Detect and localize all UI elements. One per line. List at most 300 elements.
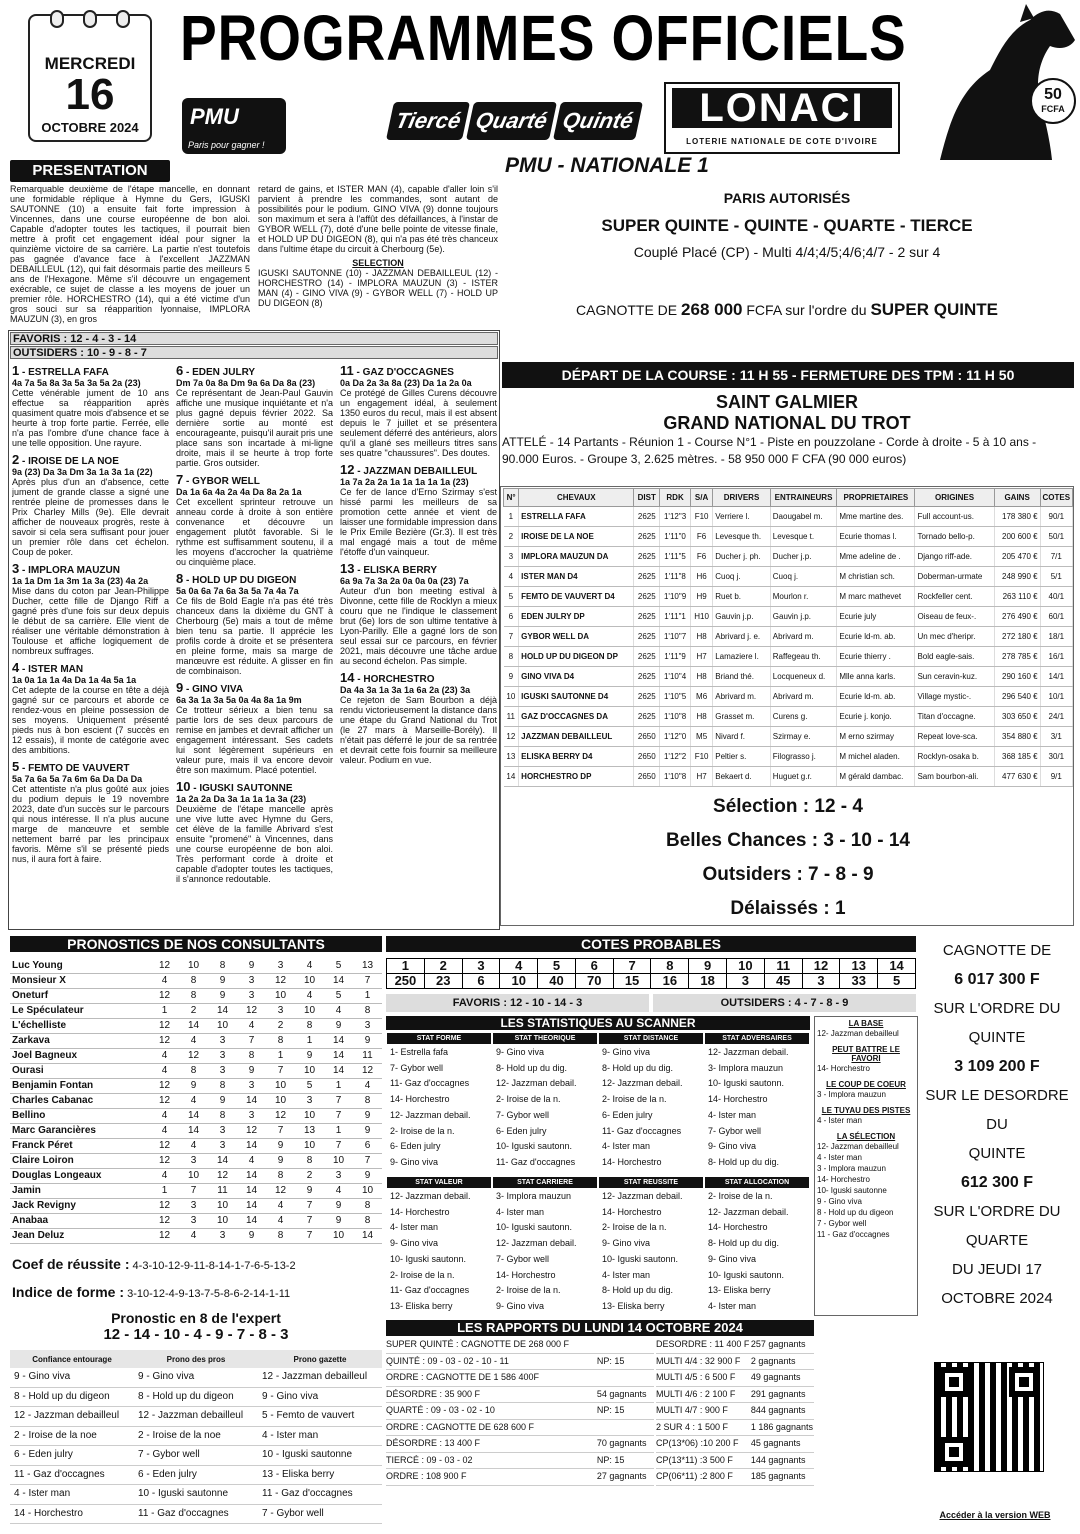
runner-cell: ELISKA BERRY D4 bbox=[519, 747, 634, 767]
qr-code-icon[interactable] bbox=[934, 1362, 1044, 1472]
stats-header: STAT REUSSITE bbox=[598, 1176, 704, 1189]
prono-row bbox=[10, 1123, 382, 1138]
prono-pick: 7 bbox=[179, 1183, 208, 1198]
entry-perf: 0a Da 2a 3a 8a (23) Da 1a 2a 0a bbox=[340, 378, 472, 388]
prono-pick: 3 bbox=[179, 1153, 208, 1168]
prono-pick: 8 bbox=[266, 1228, 295, 1243]
prono-pick: 12 bbox=[208, 1168, 237, 1183]
stats-item: 3- Implora mauzun bbox=[708, 1062, 784, 1073]
entry-name bbox=[340, 561, 497, 576]
stats-item: 11- Gaz d'occagnes bbox=[496, 1156, 576, 1167]
prono-pick: 2 bbox=[295, 1168, 324, 1183]
runner-cell: 354 880 € bbox=[994, 727, 1040, 747]
prono-pick: 3 bbox=[237, 973, 266, 988]
rapport-value: 70 gagnants bbox=[597, 1436, 654, 1453]
rapport-label: SUPER QUINTÉ : CAGNOTTE DE 268 000 F bbox=[386, 1337, 597, 1353]
entry-text: Cette vénérable jument de 10 ans effectue sa réapparition après quasiment quatre mois d'absence et se heurte à trop forte partie. Ferrée, elle n'a pas l'ombre d'une chance face à une telle opposition. Une rayure. bbox=[12, 388, 169, 448]
prono-pick: 8 bbox=[208, 1108, 237, 1123]
runner-cell: F10 bbox=[690, 747, 712, 767]
runner-cell: Abrivard m. bbox=[770, 687, 837, 707]
expert-picks: 12 - 14 - 10 - 4 - 9 - 7 - 8 - 3 bbox=[103, 1326, 289, 1343]
stats-item: 2- Iroise de la n. bbox=[708, 1191, 773, 1201]
prono-pick: 2 bbox=[179, 1003, 208, 1018]
cagnotte-right-line: OCTOBRE 2024 bbox=[941, 1290, 1053, 1307]
expert-header: Prono des pros bbox=[134, 1350, 258, 1368]
stats-item: 9- Gino viva bbox=[496, 1047, 545, 1057]
prono-pick: 12 bbox=[150, 1078, 179, 1093]
side-selection-title: LA SÉLECTION bbox=[836, 1132, 896, 1141]
prono-pick: 9 bbox=[353, 1033, 382, 1048]
prono-pick: 4 bbox=[295, 958, 324, 973]
stats-row bbox=[386, 1236, 810, 1252]
prono-pick: 11 bbox=[208, 1183, 237, 1198]
runner-cell: Daougabel m. bbox=[770, 507, 837, 527]
stats-item: 12- Jazzman debail. bbox=[390, 1191, 471, 1201]
cote-value: 40 bbox=[538, 974, 576, 989]
runner-cell: FEMTO DE VAUVERT D4 bbox=[519, 587, 634, 607]
horse-entry bbox=[12, 363, 169, 448]
prono-pick: 8 bbox=[353, 1198, 382, 1213]
prono-row bbox=[10, 1168, 382, 1183]
prono-pick: 10 bbox=[266, 1093, 295, 1108]
cagnotte-right-line: QUINTE bbox=[968, 1029, 1026, 1046]
prono-row bbox=[10, 1198, 382, 1213]
runner-cell: 9/1 bbox=[1040, 767, 1072, 787]
runner-cell: Titan d'occagne. bbox=[915, 707, 994, 727]
runners-header-cell: ORIGINES bbox=[915, 489, 994, 507]
runner-cell: H8 bbox=[690, 707, 712, 727]
rapport-label: ORDRE : CAGNOTTE DE 1 586 400F bbox=[386, 1370, 597, 1387]
prono-pick: 4 bbox=[150, 1063, 179, 1078]
cagnotte-right-line: 6 017 300 F bbox=[954, 971, 1040, 988]
prono-pick: 9 bbox=[208, 988, 237, 1003]
cote-value: 250 bbox=[387, 974, 425, 989]
stats-item: 12- Jazzman debail. bbox=[496, 1238, 577, 1249]
runner-cell: Mlle anna karls. bbox=[837, 667, 915, 687]
selection-block bbox=[502, 790, 1074, 926]
runner-cell: 2625 bbox=[634, 707, 660, 727]
stats-item: 6- Eden julry bbox=[602, 1109, 653, 1120]
runner-cell: 18/1 bbox=[1040, 627, 1072, 647]
runner-cell: Gauvin j.p. bbox=[770, 607, 837, 627]
rapport-label: 2 SUR 4 : 1 500 F bbox=[656, 1419, 751, 1436]
entry-text: Cet excellent sprinteur retrouve un anneau corde à droite à son entière convenance et découvre un engagement plutôt favorable. Si le rythme est suffisamment soutenu, il a les moyens d'accrocher la quatrième ou cinquième place. bbox=[176, 497, 333, 567]
entry-perf: 5a 7a 6a 5a 7a 6m 6a Da Da Da bbox=[12, 774, 143, 784]
prono-pick: 8 bbox=[208, 958, 237, 973]
stats-item: 7- Gybor well bbox=[708, 1125, 762, 1136]
stats-row bbox=[386, 1299, 810, 1315]
coef-label: Coef de réussite : bbox=[12, 1256, 130, 1272]
runner-cell: Mourlon r. bbox=[770, 587, 837, 607]
favoris-bar: FAVORIS : 12 - 4 - 3 - 14 bbox=[10, 332, 498, 345]
coef-reussite bbox=[12, 1256, 382, 1272]
entry-name bbox=[176, 472, 333, 487]
price-value: 50 bbox=[1044, 86, 1062, 103]
horse-entry bbox=[176, 571, 333, 676]
consultant-name: Douglas Longeaux bbox=[10, 1168, 150, 1183]
runner-cell: 2 bbox=[504, 527, 519, 547]
stats-header: STAT THEORIQUE bbox=[492, 1032, 598, 1045]
prono-pick: 9 bbox=[353, 1123, 382, 1138]
rapport-row bbox=[386, 1403, 654, 1420]
prono-pick: 3 bbox=[237, 988, 266, 1003]
runner-cell: 1'10"5 bbox=[660, 687, 691, 707]
prono-pick: 10 bbox=[295, 1108, 324, 1123]
runner-cell: 2625 bbox=[634, 607, 660, 627]
stats-item: 14- Horchestro bbox=[496, 1269, 556, 1280]
prono-pick: 9 bbox=[266, 1153, 295, 1168]
runner-cell: Ecurie ld-m. ab. bbox=[837, 627, 915, 647]
rapport-label: DÉSORDRE : 13 400 F bbox=[386, 1436, 597, 1453]
prono-pick: 7 bbox=[324, 1093, 353, 1108]
prono-pick: 10 bbox=[208, 1213, 237, 1228]
day-name: MERCREDI bbox=[44, 54, 136, 73]
expert-pick: 5 - Femto de vauvert bbox=[258, 1407, 382, 1427]
rapport-label: CP(13*06) :10 200 F bbox=[656, 1436, 751, 1453]
runner-cell: 10/1 bbox=[1040, 687, 1072, 707]
expert-header: Confiance entourage bbox=[10, 1350, 134, 1368]
stats-title: LES STATISTIQUES AU SCANNER bbox=[386, 1016, 810, 1030]
consultant-name: Charles Cabanac bbox=[10, 1093, 150, 1108]
prono-pick: 10 bbox=[266, 988, 295, 1003]
runners-header-cell: CHEVAUX bbox=[519, 489, 634, 507]
prono-pick: 4 bbox=[237, 1153, 266, 1168]
runner-cell: F6 bbox=[690, 547, 712, 567]
cagnotte-right-line: QUINTE bbox=[968, 1145, 1026, 1162]
prono-pick: 8 bbox=[179, 973, 208, 988]
runner-cell: Gauvin j.p. bbox=[713, 607, 771, 627]
stats-item: 4- Ister man bbox=[496, 1206, 545, 1217]
cote-value: 16 bbox=[651, 974, 689, 989]
cote-value: 15 bbox=[613, 974, 651, 989]
prono-pick: 4 bbox=[179, 1138, 208, 1153]
course-name-1: SAINT GALMIER bbox=[716, 392, 858, 412]
cote-value: 18 bbox=[689, 974, 727, 989]
horse-entry bbox=[340, 561, 497, 666]
runner-cell: Verriere l. bbox=[713, 507, 771, 527]
runner-cell: 8 bbox=[504, 647, 519, 667]
entry-name bbox=[12, 759, 169, 774]
prono-pick: 14 bbox=[324, 1063, 353, 1078]
entry-horse: - IGUSKI SAUTONNE bbox=[190, 783, 293, 794]
stats-item: 1- Estrella fafa bbox=[390, 1047, 449, 1057]
lonaci-subtitle: LOTERIE NATIONALE DE COTE D'IVOIRE bbox=[686, 137, 878, 146]
prono-pick: 3 bbox=[179, 1198, 208, 1213]
rapport-label: MULTI 4/6 : 2 100 F bbox=[656, 1386, 751, 1403]
prono-pick: 12 bbox=[150, 1093, 179, 1108]
race-category: PMU - NATIONALE 1 bbox=[505, 154, 709, 177]
expert-pick: 8 - Hold up du digeon bbox=[10, 1387, 134, 1407]
runner-cell: Curens g. bbox=[770, 707, 837, 727]
cote-number: 8 bbox=[651, 959, 689, 974]
prono-pick: 9 bbox=[237, 958, 266, 973]
stats-item: 7- Gybor well bbox=[496, 1109, 550, 1120]
prono-pick: 10 bbox=[324, 1153, 353, 1168]
rapport-row bbox=[656, 1436, 814, 1453]
rapport-label: ORDRE : CAGNOTTE DE 628 600 F bbox=[386, 1419, 597, 1436]
rapport-label: ORDRE : 108 900 F bbox=[386, 1469, 597, 1486]
rapport-row bbox=[386, 1452, 654, 1469]
entry-horse: - ISTER MAN bbox=[19, 664, 84, 675]
rapport-row bbox=[656, 1403, 814, 1420]
tierce-label: Tiercé bbox=[386, 102, 470, 140]
cote-number: 4 bbox=[500, 959, 538, 974]
entry-perf: Da 1a 6a 4a 2a 4a Da 8a 2a 1a bbox=[176, 487, 302, 497]
prono-row bbox=[10, 1003, 382, 1018]
stats-item: 14- Horchestro bbox=[602, 1206, 662, 1217]
runner-cell: 1'11"9 bbox=[660, 647, 691, 667]
runner-cell: 3 bbox=[504, 547, 519, 567]
prono-pick: 1 bbox=[150, 1003, 179, 1018]
consultant-name: Claire Loiron bbox=[10, 1153, 150, 1168]
runners-header-cell: ENTRAINEURS bbox=[770, 489, 837, 507]
stats-item: 2- Iroise de la n. bbox=[390, 1269, 455, 1280]
expert-pick: 7 - Gybor well bbox=[258, 1504, 382, 1524]
runner-cell: H8 bbox=[690, 627, 712, 647]
runner-cell: 2625 bbox=[634, 627, 660, 647]
prono-pick: 8 bbox=[353, 1093, 382, 1108]
runner-cell: Peltier s. bbox=[713, 747, 771, 767]
rapport-row bbox=[386, 1419, 654, 1436]
rapport-row bbox=[386, 1353, 654, 1370]
prono-pick: 8 bbox=[353, 1213, 382, 1228]
rapport-row bbox=[656, 1370, 814, 1387]
prono-pick: 9 bbox=[179, 1078, 208, 1093]
stats-item: 8- Hold up du dig. bbox=[708, 1238, 780, 1249]
prono-pick: 10 bbox=[266, 1078, 295, 1093]
runner-cell: 16/1 bbox=[1040, 647, 1072, 667]
entry-number: 13 bbox=[340, 561, 355, 576]
runner-cell: 303 650 € bbox=[994, 707, 1040, 727]
stats-row bbox=[386, 1189, 810, 1205]
runner-cell: 14/1 bbox=[1040, 667, 1072, 687]
stats-header-row bbox=[386, 1176, 810, 1189]
runner-cell: 1'10"4 bbox=[660, 667, 691, 687]
cote-value: 70 bbox=[575, 974, 613, 989]
prono-pick: 8 bbox=[208, 1078, 237, 1093]
prono-pick: 8 bbox=[237, 1048, 266, 1063]
stats-row bbox=[386, 1092, 810, 1108]
consultant-name: L'échelliste bbox=[10, 1018, 150, 1033]
cagnotte-right-line: SUR L'ORDRE DU bbox=[933, 1203, 1061, 1220]
prono-pick: 9 bbox=[208, 1093, 237, 1108]
prono-pick: 14 bbox=[179, 1018, 208, 1033]
rapport-label: CP(06*11) :2 800 F bbox=[656, 1469, 751, 1486]
prono-pick: 14 bbox=[237, 1168, 266, 1183]
stats-item: 10- Iguski sautonn. bbox=[602, 1253, 679, 1264]
prono-row bbox=[10, 1033, 382, 1048]
expert-pick: 4 - Ister man bbox=[258, 1426, 382, 1446]
prono-pick: 8 bbox=[295, 1018, 324, 1033]
prono-pick: 14 bbox=[237, 1213, 266, 1228]
stats-header: STAT ADVERSAIRES bbox=[704, 1032, 810, 1045]
pronostics-title: PRONOSTICS DE NOS CONSULTANTS bbox=[10, 936, 382, 952]
stats-item: 12- Jazzman debail. bbox=[390, 1109, 471, 1120]
stats-item: 11- Gaz d'occagnes bbox=[602, 1125, 682, 1136]
runner-cell: Cuoq j. bbox=[770, 567, 837, 587]
prono-pick: 12 bbox=[150, 1153, 179, 1168]
rapport-value: 54 gagnants bbox=[597, 1386, 654, 1403]
entry-text: Cet adepte de la course en tête a déjà gagné sur ce parcours et aborde ce rendez-vous en pleine possession de ses moyens. Uniquement présenté pieds nus à bon escient (7 succès en 12 essais), il monte de catégorie avec des ambitions. bbox=[12, 685, 169, 755]
runner-cell: 2625 bbox=[634, 587, 660, 607]
pmu-slogan: Paris pour gagner ! bbox=[188, 140, 265, 150]
cote-value: 5 bbox=[878, 974, 916, 989]
side-selection-item: 3 - Implora mauzun bbox=[817, 1164, 886, 1173]
stats-item: 12- Jazzman debail. bbox=[496, 1078, 577, 1089]
expert-block bbox=[10, 1310, 382, 1343]
runner-cell: IGUSKI SAUTONNE D4 bbox=[519, 687, 634, 707]
stats-row bbox=[386, 1252, 810, 1268]
runner-cell: 178 380 € bbox=[994, 507, 1040, 527]
entry-text: Après plus d'un an d'absence, cette jument de grande classe a signé une rentrée pleine de promesses dans le Prix Charley Mills (9e). Elle devrait afficher de nouveaux progrès, reste à savoir si cela sera suffisant pour jouer un premier rôle dans cet échelon. Coup de poker. bbox=[12, 477, 169, 557]
runner-cell: Briand thé. bbox=[713, 667, 771, 687]
runner-cell: Cuoq j. bbox=[713, 567, 771, 587]
prono-pick: 9 bbox=[237, 1063, 266, 1078]
rapport-value: 1 186 gagnants bbox=[751, 1419, 814, 1436]
prono-pick: 12 bbox=[353, 1063, 382, 1078]
entry-horse: - GYBOR WELL bbox=[183, 476, 260, 487]
prono-pick: 3 bbox=[353, 1018, 382, 1033]
prono-pick: 3 bbox=[266, 958, 295, 973]
stats-item: 7- Gybor well bbox=[496, 1253, 550, 1264]
entry-text: Ce trotteur sérieux a bien tenu sa partie lors de ses deux parcours de remise en jambes et devrait afficher un engagement intéressant. Ses cadets lui sont légèrement supérieurs en valeur pure, mais il va encore devoir être son maximum. Placé potentiel. bbox=[176, 705, 333, 775]
entry-number: 3 bbox=[12, 561, 20, 576]
stats-item: 2- Iroise de la n. bbox=[390, 1125, 455, 1136]
side-picks bbox=[814, 1016, 918, 1316]
stats-item: 10- Iguski sautonn. bbox=[708, 1078, 785, 1089]
indice-values: 3-10-12-4-9-13-7-5-8-6-2-14-1-11 bbox=[127, 1288, 291, 1300]
runner-cell: 368 185 € bbox=[994, 747, 1040, 767]
stats-header: STAT DISTANCE bbox=[598, 1032, 704, 1045]
expert-row bbox=[10, 1504, 382, 1524]
course-name-2: GRAND NATIONAL DU TROT bbox=[663, 413, 911, 433]
runner-cell: Un mec d'heripr. bbox=[915, 627, 994, 647]
prono-pick: 14 bbox=[179, 1108, 208, 1123]
runner-cell: 2625 bbox=[634, 687, 660, 707]
rapports-title: LES RAPPORTS DU LUNDI 14 OCTOBRE 2024 bbox=[386, 1320, 814, 1336]
rapport-row bbox=[386, 1436, 654, 1453]
expert-pick: 9 - Gino viva bbox=[10, 1368, 134, 1387]
runner-cell: Mme martine des. bbox=[837, 507, 915, 527]
prono-pick: 9 bbox=[324, 1198, 353, 1213]
cagnotte-right bbox=[920, 936, 1074, 1313]
expert-pick: 6 - Eden julry bbox=[134, 1465, 258, 1485]
side-selection-list bbox=[817, 1141, 915, 1240]
runner-cell: H7 bbox=[690, 647, 712, 667]
stats-row bbox=[386, 1155, 810, 1171]
entry-number: 12 bbox=[340, 462, 355, 477]
prono-pick: 1 bbox=[324, 1078, 353, 1093]
consultant-name: Zarkava bbox=[10, 1033, 150, 1048]
cote-number: 5 bbox=[538, 959, 576, 974]
runner-cell: Mme adeline de . bbox=[837, 547, 915, 567]
rapport-value: 49 gagnants bbox=[751, 1370, 814, 1387]
pmu-logo-text: PMU bbox=[190, 104, 239, 129]
entry-name bbox=[12, 363, 169, 378]
entry-horse: - JAZZMAN DEBAILLEUL bbox=[354, 466, 478, 477]
runner-cell: F6 bbox=[690, 527, 712, 547]
cagnotte-right-line: SUR LE DESORDRE DU bbox=[925, 1087, 1069, 1133]
prono-pick: 2 bbox=[266, 1018, 295, 1033]
stats-item: 12- Jazzman debail. bbox=[708, 1206, 789, 1217]
expert-pick: 11 - Gaz d'occagnes bbox=[258, 1485, 382, 1505]
cote-number: 9 bbox=[689, 959, 727, 974]
horse-entry bbox=[176, 363, 333, 468]
entry-perf: 6a 9a 7a 3a 2a 0a 0a 0a (23) 7a bbox=[340, 576, 469, 586]
rapport-row bbox=[386, 1370, 654, 1387]
day-number: 16 bbox=[65, 70, 115, 119]
cote-number: 7 bbox=[613, 959, 651, 974]
stats-header: STAT CARRIERE bbox=[492, 1176, 598, 1189]
prono-pick: 4 bbox=[266, 1213, 295, 1228]
prono-row bbox=[10, 1063, 382, 1078]
runner-cell: 1'11"1 bbox=[660, 607, 691, 627]
entry-perf: 1a 2a 2a Da 3a 1a 1a 1a 3a (23) bbox=[176, 794, 307, 804]
delaisses-line: Délaissés : 1 bbox=[730, 898, 846, 919]
prono-pick: 14 bbox=[324, 973, 353, 988]
stats-item: 4- Ister man bbox=[708, 1300, 757, 1311]
entry-name bbox=[176, 680, 333, 695]
runner-cell: Huguet g.r. bbox=[770, 767, 837, 787]
cote-number: 2 bbox=[424, 959, 462, 974]
prono-pick: 9 bbox=[295, 1183, 324, 1198]
prono-pick: 10 bbox=[295, 1063, 324, 1078]
prono-pick: 8 bbox=[179, 1063, 208, 1078]
consultant-name: Benjamin Fontan bbox=[10, 1078, 150, 1093]
prono-pick: 12 bbox=[150, 958, 179, 973]
runner-cell: M christian sch. bbox=[837, 567, 915, 587]
prono-pick: 10 bbox=[295, 1003, 324, 1018]
rapport-label: TIERCÉ : 09 - 03 - 02 bbox=[386, 1452, 597, 1469]
stats-item: 10- Iguski sautonn. bbox=[390, 1253, 467, 1264]
runner-cell: 2625 bbox=[634, 547, 660, 567]
runner-cell: Rockfeller cent. bbox=[915, 587, 994, 607]
prono-pick: 3 bbox=[179, 1213, 208, 1228]
paris-other: Couplé Placé (CP) - Multi 4/4;4/5;4/6;4/7 - 2 sur 4 bbox=[633, 244, 941, 260]
horse-entry bbox=[12, 452, 169, 557]
prono-pick: 4 bbox=[237, 1018, 266, 1033]
cote-value: 3 bbox=[727, 974, 765, 989]
runner-cell: 1'11"8 bbox=[660, 567, 691, 587]
rapport-label: QUARTÉ : 09 - 03 - 02 - 10 bbox=[386, 1403, 597, 1420]
web-link[interactable]: Accéder à la version WEB bbox=[939, 1510, 1051, 1520]
expert-row bbox=[10, 1446, 382, 1466]
runner-cell: Abrivard m. bbox=[713, 687, 771, 707]
stats-item: 14- Horchestro bbox=[708, 1094, 768, 1105]
tierce-quarte-quinte-logo bbox=[390, 102, 639, 140]
side-selection-item: 11 - Gaz d'occagnes bbox=[817, 1230, 890, 1239]
stats-item: 7- Gybor well bbox=[390, 1062, 444, 1073]
runner-cell: 1 bbox=[504, 507, 519, 527]
runner-cell: 9 bbox=[504, 667, 519, 687]
expert-pick: 13 - Eliska berry bbox=[258, 1465, 382, 1485]
cote-value: 3 bbox=[802, 974, 840, 989]
rapport-value: NP: 15 bbox=[597, 1403, 654, 1420]
prono-pick: 10 bbox=[179, 1168, 208, 1183]
cote-value: 23 bbox=[424, 974, 462, 989]
prono-row bbox=[10, 1093, 382, 1108]
entries-column-2 bbox=[176, 363, 333, 927]
runner-cell: ISTER MAN D4 bbox=[519, 567, 634, 587]
runner-cell: M6 bbox=[690, 687, 712, 707]
side-selection-item: 4 - Ister man bbox=[817, 1153, 862, 1162]
horse-entry bbox=[12, 561, 169, 656]
horse-entry bbox=[176, 680, 333, 775]
expert-pick: 11 - Gaz d'occagnes bbox=[134, 1504, 258, 1524]
runner-cell: 1'12"3 bbox=[660, 507, 691, 527]
horse-entry bbox=[176, 779, 333, 884]
runner-cell: Nivard f. bbox=[713, 727, 771, 747]
